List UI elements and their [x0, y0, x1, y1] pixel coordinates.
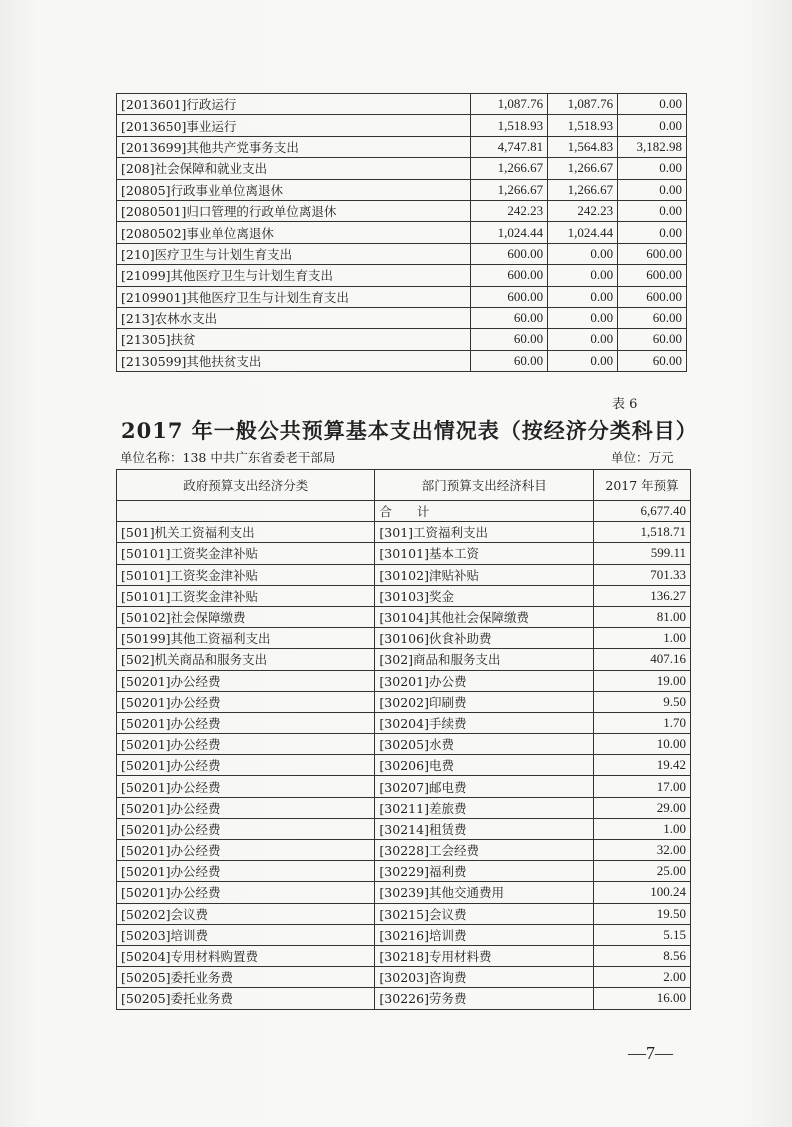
amount-cell: 0.00	[618, 94, 687, 115]
budget-cell: 136.27	[594, 585, 691, 606]
gov-category-cell: [50102]社会保障缴费	[117, 606, 375, 627]
budget-cell: 407.16	[594, 649, 691, 670]
total-label: 合 计	[375, 501, 594, 522]
header-budget-2017: 2017 年预算	[594, 470, 691, 501]
amount-cell: 1,266.67	[471, 158, 548, 179]
table-row	[117, 350, 687, 371]
table-row	[117, 222, 687, 243]
gov-category-cell: [50101]工资奖金津补贴	[117, 585, 375, 606]
gov-category-cell: [50201]办公经费	[117, 691, 375, 712]
table-row	[117, 840, 691, 861]
amount-cell: 1,024.44	[548, 222, 618, 243]
unit-label: 单位：万元	[611, 450, 674, 465]
amount-cell: 0.00	[618, 222, 687, 243]
dept-subject-cell: [30218]专用材料费	[375, 945, 594, 966]
table-row	[117, 649, 691, 670]
gov-category-cell: [50202]会议费	[117, 903, 375, 924]
unit-name: 单位名称：138 中共广东省委老干部局	[120, 450, 336, 465]
dept-subject-cell: [30201]办公费	[375, 670, 594, 691]
amount-cell: 60.00	[471, 350, 548, 371]
dept-subject-cell: [30211]差旅费	[375, 797, 594, 818]
dept-subject-cell: [30205]水费	[375, 734, 594, 755]
budget-cell: 2.00	[594, 967, 691, 988]
budget-cell: 32.00	[594, 840, 691, 861]
budget-cell: 19.42	[594, 755, 691, 776]
dept-subject-cell: [302]商品和服务支出	[375, 649, 594, 670]
subject-cell: [210]医疗卫生与计划生育支出	[117, 243, 471, 264]
gov-category-cell: [50201]办公经费	[117, 840, 375, 861]
subject-cell: [2109901]其他医疗卫生与计划生育支出	[117, 286, 471, 307]
budget-cell: 1.00	[594, 628, 691, 649]
budget-cell: 5.15	[594, 924, 691, 945]
amount-cell: 0.00	[548, 265, 618, 286]
amount-cell: 60.00	[618, 329, 687, 350]
gov-category-cell: [50201]办公经费	[117, 755, 375, 776]
budget-cell: 1.00	[594, 818, 691, 839]
dept-subject-cell: [30203]咨询费	[375, 967, 594, 988]
table-row	[117, 712, 691, 733]
table-row	[117, 543, 691, 564]
amount-cell: 1,024.44	[471, 222, 548, 243]
dept-subject-cell: [30207]邮电费	[375, 776, 594, 797]
budget-cell: 81.00	[594, 606, 691, 627]
basic-expenditure-table	[116, 469, 691, 1010]
gov-category-cell: [502]机关商品和服务支出	[117, 649, 375, 670]
table-row	[117, 734, 691, 755]
gov-category-cell: [50101]工资奖金津补贴	[117, 564, 375, 585]
dept-subject-cell: [30215]会议费	[375, 903, 594, 924]
budget-cell: 599.11	[594, 543, 691, 564]
budget-cell: 25.00	[594, 861, 691, 882]
amount-cell: 60.00	[618, 307, 687, 328]
table-row	[117, 200, 687, 221]
table-row	[117, 988, 691, 1009]
amount-cell: 600.00	[618, 243, 687, 264]
dept-subject-cell: [30226]劳务费	[375, 988, 594, 1009]
table-row	[117, 861, 691, 882]
dept-subject-cell: [30228]工会经费	[375, 840, 594, 861]
amount-cell: 600.00	[618, 265, 687, 286]
amount-cell: 0.00	[548, 350, 618, 371]
table-row	[117, 265, 687, 286]
budget-cell: 100.24	[594, 882, 691, 903]
gov-category-cell: [50205]委托业务费	[117, 988, 375, 1009]
gov-category-cell: [50205]委托业务费	[117, 967, 375, 988]
amount-cell: 4,747.81	[471, 136, 548, 157]
header-dept-subject: 部门预算支出经济科目	[375, 470, 594, 501]
table-row	[117, 797, 691, 818]
amount-cell: 0.00	[548, 286, 618, 307]
table-row	[117, 585, 691, 606]
dept-subject-cell: [30214]租赁费	[375, 818, 594, 839]
dept-subject-cell: [30104]其他社会保障缴费	[375, 606, 594, 627]
amount-cell: 0.00	[618, 200, 687, 221]
gov-category-cell: [50201]办公经费	[117, 882, 375, 903]
table-row	[117, 628, 691, 649]
gov-category-cell: [50201]办公经费	[117, 712, 375, 733]
gov-category-cell: [501]机关工资福利支出	[117, 522, 375, 543]
dept-subject-cell: [30204]手续费	[375, 712, 594, 733]
dept-subject-cell: [30206]电费	[375, 755, 594, 776]
gov-category-cell: [50204]专用材料购置费	[117, 945, 375, 966]
total-row	[117, 501, 691, 522]
table-row	[117, 882, 691, 903]
amount-cell: 60.00	[618, 350, 687, 371]
total-empty-cell	[117, 501, 375, 522]
amount-cell: 1,087.76	[471, 94, 548, 115]
amount-cell: 0.00	[618, 179, 687, 200]
table-row	[117, 818, 691, 839]
amount-cell: 1,087.76	[548, 94, 618, 115]
amount-cell: 0.00	[548, 329, 618, 350]
total-value: 6,677.40	[594, 501, 691, 522]
budget-cell: 10.00	[594, 734, 691, 755]
dept-subject-cell: [30101]基本工资	[375, 543, 594, 564]
amount-cell: 600.00	[471, 265, 548, 286]
table-number-label: 表 6	[612, 397, 638, 412]
budget-cell: 19.50	[594, 903, 691, 924]
table-row	[117, 158, 687, 179]
table-row	[117, 967, 691, 988]
gov-category-cell: [50203]培训费	[117, 924, 375, 945]
amount-cell: 0.00	[548, 243, 618, 264]
table-row	[117, 776, 691, 797]
amount-cell: 60.00	[471, 329, 548, 350]
table-row	[117, 564, 691, 585]
amount-cell: 1,266.67	[548, 179, 618, 200]
table-row	[117, 755, 691, 776]
header-row	[117, 470, 691, 501]
subject-cell: [20805]行政事业单位离退休	[117, 179, 471, 200]
table-title: 2017 年一般公共预算基本支出情况表（按经济分类科目）	[121, 418, 698, 443]
amount-cell: 1,518.93	[471, 115, 548, 136]
table-row	[117, 691, 691, 712]
budget-cell: 701.33	[594, 564, 691, 585]
gov-category-cell: [50201]办公经费	[117, 797, 375, 818]
amount-cell: 0.00	[618, 158, 687, 179]
table-row	[117, 670, 691, 691]
amount-cell: 1,564.83	[548, 136, 618, 157]
budget-cell: 19.00	[594, 670, 691, 691]
table-row	[117, 243, 687, 264]
subject-cell: [2013601]行政运行	[117, 94, 471, 115]
amount-cell: 242.23	[471, 200, 548, 221]
dept-subject-cell: [30202]印刷费	[375, 691, 594, 712]
subject-cell: [2013699]其他共产党事务支出	[117, 136, 471, 157]
budget-cell: 16.00	[594, 988, 691, 1009]
dept-subject-cell: [301]工资福利支出	[375, 522, 594, 543]
table-row	[117, 329, 687, 350]
gov-category-cell: [50201]办公经费	[117, 734, 375, 755]
dept-subject-cell: [30103]奖金	[375, 585, 594, 606]
subject-cell: [208]社会保障和就业支出	[117, 158, 471, 179]
budget-continuation-table	[116, 93, 687, 372]
budget-cell: 29.00	[594, 797, 691, 818]
subject-cell: [213]农林水支出	[117, 307, 471, 328]
gov-category-cell: [50201]办公经费	[117, 818, 375, 839]
header-gov-category: 政府预算支出经济分类	[117, 470, 375, 501]
amount-cell: 0.00	[548, 307, 618, 328]
amount-cell: 242.23	[548, 200, 618, 221]
subject-cell: [21099]其他医疗卫生与计划生育支出	[117, 265, 471, 286]
table-row	[117, 924, 691, 945]
gov-category-cell: [50199]其他工资福利支出	[117, 628, 375, 649]
table-row	[117, 136, 687, 157]
subject-cell: [2130599]其他扶贫支出	[117, 350, 471, 371]
amount-cell: 0.00	[618, 115, 687, 136]
dept-subject-cell: [30216]培训费	[375, 924, 594, 945]
table-row	[117, 286, 687, 307]
dept-subject-cell: [30106]伙食补助费	[375, 628, 594, 649]
amount-cell: 600.00	[471, 286, 548, 307]
subject-cell: [2080501]归口管理的行政单位离退休	[117, 200, 471, 221]
budget-cell: 17.00	[594, 776, 691, 797]
table-row	[117, 94, 687, 115]
table-row	[117, 522, 691, 543]
budget-cell: 1,518.71	[594, 522, 691, 543]
amount-cell: 600.00	[618, 286, 687, 307]
subject-cell: [21305]扶贫	[117, 329, 471, 350]
dept-subject-cell: [30239]其他交通费用	[375, 882, 594, 903]
budget-cell: 9.50	[594, 691, 691, 712]
budget-cell: 8.56	[594, 945, 691, 966]
table-row	[117, 307, 687, 328]
page-number: —7—	[628, 1043, 673, 1063]
amount-cell: 3,182.98	[618, 136, 687, 157]
gov-category-cell: [50101]工资奖金津补贴	[117, 543, 375, 564]
table-row	[117, 606, 691, 627]
amount-cell: 600.00	[471, 243, 548, 264]
gov-category-cell: [50201]办公经费	[117, 861, 375, 882]
amount-cell: 60.00	[471, 307, 548, 328]
gov-category-cell: [50201]办公经费	[117, 776, 375, 797]
table-row	[117, 903, 691, 924]
amount-cell: 1,518.93	[548, 115, 618, 136]
table-row	[117, 945, 691, 966]
subject-cell: [2080502]事业单位离退休	[117, 222, 471, 243]
subject-cell: [2013650]事业运行	[117, 115, 471, 136]
table-row	[117, 179, 687, 200]
dept-subject-cell: [30229]福利费	[375, 861, 594, 882]
amount-cell: 1,266.67	[548, 158, 618, 179]
dept-subject-cell: [30102]津贴补贴	[375, 564, 594, 585]
budget-cell: 1.70	[594, 712, 691, 733]
gov-category-cell: [50201]办公经费	[117, 670, 375, 691]
table-row	[117, 115, 687, 136]
amount-cell: 1,266.67	[471, 179, 548, 200]
